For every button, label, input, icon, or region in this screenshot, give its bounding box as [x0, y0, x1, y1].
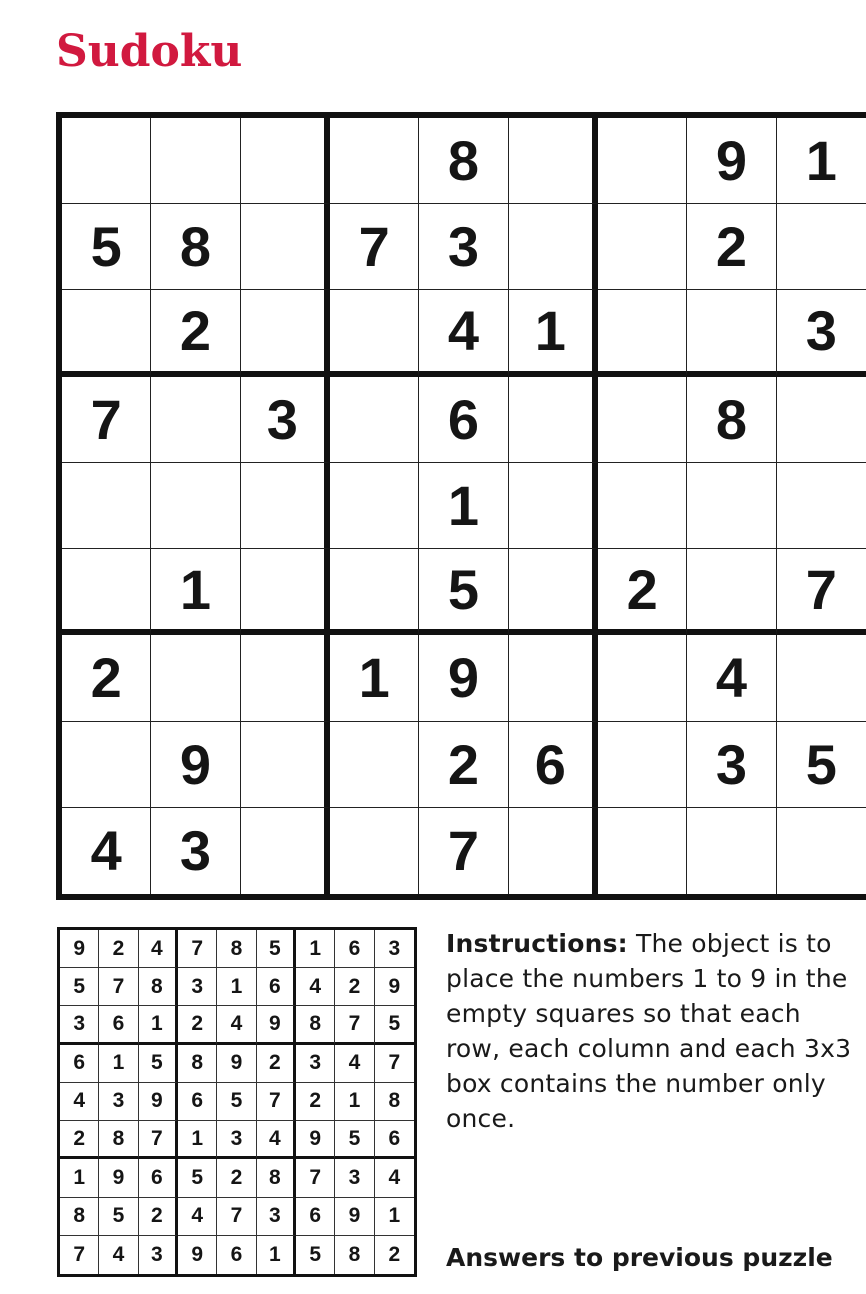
puzzle-cell-r2c3[interactable]: [241, 204, 330, 290]
puzzle-cell-r4c5[interactable]: 6: [419, 377, 508, 463]
puzzle-cell-r1c5[interactable]: 8: [419, 118, 508, 204]
answer-cell-r2c4: 3: [178, 968, 217, 1006]
puzzle-cell-r5c7[interactable]: [598, 463, 687, 549]
puzzle-cell-r7c6[interactable]: [509, 635, 598, 721]
answer-cell-r3c8: 7: [335, 1006, 374, 1044]
puzzle-cell-r3c8[interactable]: [687, 290, 776, 376]
puzzle-cell-r6c5[interactable]: 5: [419, 549, 508, 635]
answer-cell-r8c6: 3: [257, 1198, 296, 1236]
puzzle-cell-r7c5[interactable]: 9: [419, 635, 508, 721]
puzzle-cell-r1c8[interactable]: 9: [687, 118, 776, 204]
puzzle-cell-r6c1[interactable]: [62, 549, 151, 635]
answer-cell-r7c6: 8: [257, 1159, 296, 1197]
puzzle-cell-r2c6[interactable]: [509, 204, 598, 290]
puzzle-cell-r6c7[interactable]: 2: [598, 549, 687, 635]
answer-cell-r9c3: 3: [139, 1236, 178, 1274]
answer-cell-r1c4: 7: [178, 930, 217, 968]
puzzle-cell-r7c8[interactable]: 4: [687, 635, 776, 721]
puzzle-cell-r9c6[interactable]: [509, 808, 598, 894]
puzzle-cell-r1c9[interactable]: 1: [777, 118, 866, 204]
puzzle-cell-r4c1[interactable]: 7: [62, 377, 151, 463]
puzzle-cell-r4c3[interactable]: 3: [241, 377, 330, 463]
puzzle-cell-r9c5[interactable]: 7: [419, 808, 508, 894]
answer-cell-r7c4: 5: [178, 1159, 217, 1197]
puzzle-cell-r9c2[interactable]: 3: [151, 808, 240, 894]
answer-cell-r3c2: 6: [99, 1006, 138, 1044]
puzzle-cell-r6c4[interactable]: [330, 549, 419, 635]
answer-cell-r6c8: 5: [335, 1121, 374, 1159]
answer-cell-r1c1: 9: [60, 930, 99, 968]
answer-cell-r5c8: 1: [335, 1083, 374, 1121]
instructions-label: Instructions:: [446, 929, 628, 958]
puzzle-cell-r1c1[interactable]: [62, 118, 151, 204]
puzzle-cell-r5c6[interactable]: [509, 463, 598, 549]
puzzle-cell-r3c5[interactable]: 4: [419, 290, 508, 376]
puzzle-cell-r3c6[interactable]: 1: [509, 290, 598, 376]
puzzle-cell-r6c2[interactable]: 1: [151, 549, 240, 635]
puzzle-cell-r9c3[interactable]: [241, 808, 330, 894]
answer-cell-r4c4: 8: [178, 1045, 217, 1083]
answer-cell-r9c5: 6: [217, 1236, 256, 1274]
answer-cell-r6c2: 8: [99, 1121, 138, 1159]
puzzle-cell-r7c9[interactable]: [777, 635, 866, 721]
answer-cell-r3c3: 1: [139, 1006, 178, 1044]
puzzle-cell-r7c3[interactable]: [241, 635, 330, 721]
answer-cell-r4c8: 4: [335, 1045, 374, 1083]
answer-cell-r7c5: 2: [217, 1159, 256, 1197]
answer-cell-r5c5: 5: [217, 1083, 256, 1121]
answer-cell-r3c9: 5: [375, 1006, 414, 1044]
answer-cell-r9c8: 8: [335, 1236, 374, 1274]
answer-cell-r7c1: 1: [60, 1159, 99, 1197]
puzzle-cell-r5c9[interactable]: [777, 463, 866, 549]
puzzle-cell-r2c9[interactable]: [777, 204, 866, 290]
answer-cell-r6c4: 1: [178, 1121, 217, 1159]
answer-cell-r3c6: 9: [257, 1006, 296, 1044]
puzzle-cell-r9c8[interactable]: [687, 808, 776, 894]
answer-cell-r2c5: 1: [217, 968, 256, 1006]
answer-cell-r4c3: 5: [139, 1045, 178, 1083]
answer-cell-r8c4: 4: [178, 1198, 217, 1236]
answer-cell-r1c6: 5: [257, 930, 296, 968]
answer-cell-r5c3: 9: [139, 1083, 178, 1121]
answer-cell-r7c7: 7: [296, 1159, 335, 1197]
answer-cell-r1c8: 6: [335, 930, 374, 968]
puzzle-cell-r7c4[interactable]: 1: [330, 635, 419, 721]
answer-cell-r3c1: 3: [60, 1006, 99, 1044]
answer-cell-r4c6: 2: [257, 1045, 296, 1083]
answer-cell-r6c7: 9: [296, 1121, 335, 1159]
answer-cell-r6c1: 2: [60, 1121, 99, 1159]
answer-cell-r2c2: 7: [99, 968, 138, 1006]
answer-cell-r2c3: 8: [139, 968, 178, 1006]
answer-cell-r9c9: 2: [388, 1242, 401, 1266]
puzzle-cell-r3c3[interactable]: [241, 290, 330, 376]
puzzle-cell-r8c7[interactable]: [598, 722, 687, 808]
answer-cell-r9c2: 4: [99, 1236, 138, 1274]
puzzle-cell-r8c1[interactable]: [62, 722, 151, 808]
answer-cell-r8c9: 1: [375, 1198, 414, 1236]
answer-cell-r4c1: 6: [60, 1045, 99, 1083]
puzzle-cell-r4c6[interactable]: [509, 377, 598, 463]
puzzle-cell-r8c5[interactable]: 2: [419, 722, 508, 808]
puzzle-cell-r8c4[interactable]: [330, 722, 419, 808]
answer-cell-r9c1: 7: [60, 1236, 99, 1274]
answer-cell-r9c6: 1: [257, 1236, 296, 1274]
answer-cell-r1c9: 3: [375, 930, 414, 968]
answer-cell-r2c1: 5: [60, 968, 99, 1006]
puzzle-cell-r6c8[interactable]: [687, 549, 776, 635]
answer-cell-r4c7: 3: [296, 1045, 335, 1083]
answer-cell-r7c8: 3: [335, 1159, 374, 1197]
puzzle-cell-r6c9[interactable]: 7: [777, 549, 866, 635]
answer-cell-r6c5: 3: [217, 1121, 256, 1159]
puzzle-cell-r8c3[interactable]: [241, 722, 330, 808]
puzzle-cell-r9c4[interactable]: [330, 808, 419, 894]
puzzle-cell-r8c9[interactable]: 5: [777, 722, 866, 808]
puzzle-cell-r2c1[interactable]: 5: [62, 204, 151, 290]
answer-cell-r4c9: 7: [375, 1045, 414, 1083]
puzzle-cell-r1c2[interactable]: [151, 118, 240, 204]
answer-cell-r3c4: 2: [178, 1006, 217, 1044]
answers-caption: Answers to previous puzzle: [446, 1243, 833, 1272]
puzzle-cell-r2c2[interactable]: 8: [151, 204, 240, 290]
puzzle-cell-r5c4[interactable]: [330, 463, 419, 549]
puzzle-cell-r8c6[interactable]: 6: [509, 722, 598, 808]
answer-cell-r9c4: 9: [178, 1236, 217, 1274]
answer-cell-r8c5: 7: [217, 1198, 256, 1236]
puzzle-cell-r9c7[interactable]: [598, 808, 687, 894]
answer-cell-r5c7: 2: [296, 1083, 335, 1121]
sudoku-puzzle-grid: [56, 112, 866, 900]
puzzle-cell-r7c2[interactable]: [151, 635, 240, 721]
puzzle-cell-r7c7[interactable]: [598, 635, 687, 721]
puzzle-cell-r8c2[interactable]: 9: [151, 722, 240, 808]
puzzle-cell-r5c1[interactable]: [62, 463, 151, 549]
puzzle-cell-r9c1[interactable]: 4: [62, 808, 151, 894]
puzzle-cell-r4c7[interactable]: [598, 377, 687, 463]
puzzle-cell-r1c6[interactable]: [509, 118, 598, 204]
puzzle-cell-r8c8[interactable]: 3: [687, 722, 776, 808]
instructions-body: The object is to place the numbers 1 to 9 in the empty squares so that each row, each column and each 3x3 box contains the number only once.: [446, 929, 852, 1133]
puzzle-cell-r5c2[interactable]: [151, 463, 240, 549]
puzzle-cell-r4c4[interactable]: [330, 377, 419, 463]
puzzle-cell-r6c3[interactable]: [241, 549, 330, 635]
puzzle-cell-r2c7[interactable]: [598, 204, 687, 290]
puzzle-cell-r9c9[interactable]: [777, 808, 866, 894]
puzzle-cell-r2c8[interactable]: 2: [687, 204, 776, 290]
puzzle-cell-r1c7[interactable]: [598, 118, 687, 204]
answer-cell-r8c3: 2: [139, 1198, 178, 1236]
answer-cell-r8c2: 5: [99, 1198, 138, 1236]
puzzle-cell-r5c5[interactable]: 1: [419, 463, 508, 549]
puzzle-cell-r4c8[interactable]: 8: [687, 377, 776, 463]
answer-cell-r2c9: 9: [375, 968, 414, 1006]
puzzle-cell-r2c5[interactable]: 3: [419, 204, 508, 290]
puzzle-cell-r3c4[interactable]: [330, 290, 419, 376]
puzzle-cell-r7c1[interactable]: 2: [62, 635, 151, 721]
instructions-text: [446, 926, 856, 1136]
previous-answers-grid: [57, 927, 417, 1277]
answer-cell-r3c5: 4: [217, 1006, 256, 1044]
answer-cell-r2c6: 6: [257, 968, 296, 1006]
answer-cell-r6c9: 6: [375, 1121, 414, 1159]
answer-cell-r4c2: 1: [99, 1045, 138, 1083]
page-title: Sudoku: [56, 26, 243, 77]
answer-cell-r5c2: 3: [99, 1083, 138, 1121]
answer-cell-r5c6: 7: [257, 1083, 296, 1121]
answer-cell-r5c4: 6: [178, 1083, 217, 1121]
puzzle-cell-r3c9[interactable]: 3: [777, 290, 866, 376]
answer-cell-r5c1: 4: [60, 1083, 99, 1121]
answer-cell-r4c5: 9: [217, 1045, 256, 1083]
answer-cell-r8c7: 6: [296, 1198, 335, 1236]
answer-cell-r1c3: 4: [139, 930, 178, 968]
answer-cell-r1c5: 8: [217, 930, 256, 968]
puzzle-cell-r6c6[interactable]: [509, 549, 598, 635]
answer-cell-r6c3: 7: [139, 1121, 178, 1159]
puzzle-cell-r3c1[interactable]: [62, 290, 151, 376]
puzzle-cell-r1c4[interactable]: [330, 118, 419, 204]
answer-cell-r6c6: 4: [257, 1121, 296, 1159]
answer-cell-r2c8: 2: [335, 968, 374, 1006]
answer-cell-r1c7: 1: [296, 930, 335, 968]
puzzle-cell-r3c2[interactable]: 2: [151, 290, 240, 376]
answer-cell-r7c3: 6: [139, 1159, 178, 1197]
answer-cell-r8c8: 9: [335, 1198, 374, 1236]
answer-cell-r2c7: 4: [296, 968, 335, 1006]
puzzle-cell-r3c7[interactable]: [598, 290, 687, 376]
puzzle-cell-r4c2[interactable]: [151, 377, 240, 463]
answer-cell-r9c7: 5: [296, 1236, 335, 1274]
puzzle-cell-r5c8[interactable]: [687, 463, 776, 549]
puzzle-cell-r5c3[interactable]: [241, 463, 330, 549]
puzzle-cell-r4c9[interactable]: [777, 377, 866, 463]
answer-cell-r1c2: 2: [99, 930, 138, 968]
answer-cell-r7c9: 4: [375, 1159, 414, 1197]
answer-cell-r8c1: 8: [60, 1198, 99, 1236]
puzzle-cell-r2c4[interactable]: 7: [330, 204, 419, 290]
answer-cell-r5c9: 8: [375, 1083, 414, 1121]
answer-cell-r3c7: 8: [296, 1006, 335, 1044]
answer-cell-r7c2: 9: [99, 1159, 138, 1197]
puzzle-cell-r1c3[interactable]: [241, 118, 330, 204]
